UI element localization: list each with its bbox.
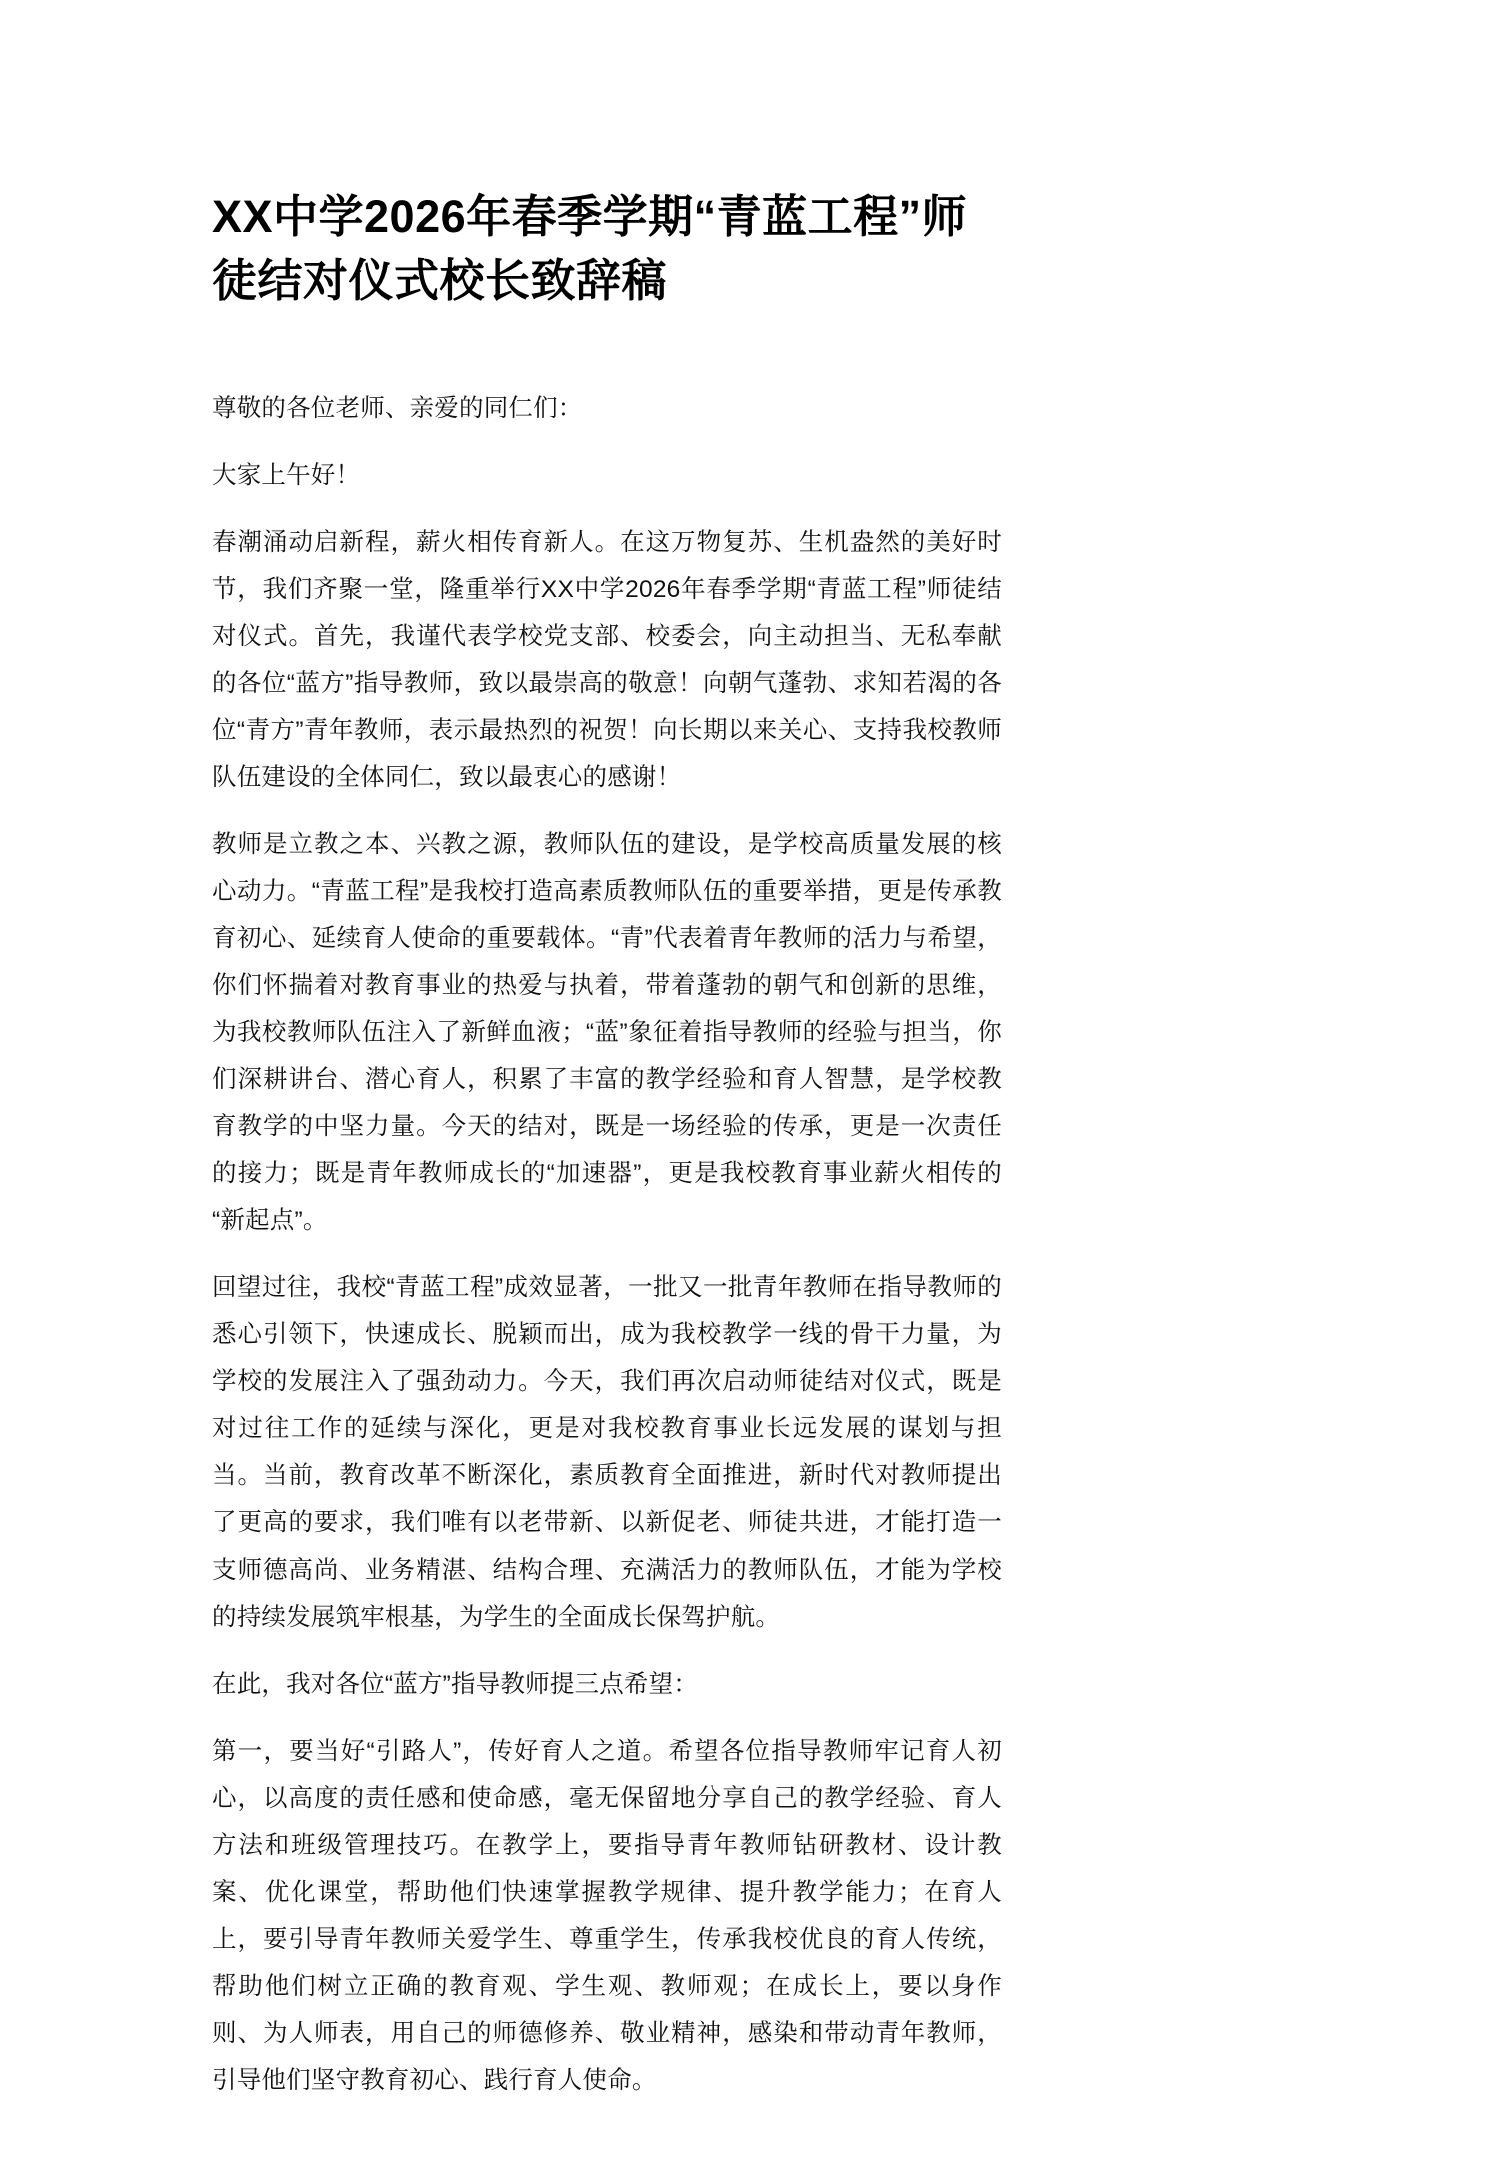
- salutation-line: 尊敬的各位老师、亲爱的同仁们：: [212, 394, 583, 422]
- body-paragraph-3: 回望过往，我校“青蓝工程”成效显著，一批又一批青年教师在指导教师的悉心引领下，快速成长、脱颖而出，成为我校教学一线的骨干力量，为学校的发展注入了强劲动力。今天，我们再次启动师徒结对仪式，既是对过往工作的延续与深化，更是对我校教育事业长远发展的谋划与担当。当前，教育改革不断深化，素质教育全面推进，新时代对教师提出了更高的要求，我们唯有以老带新、以新促老、师徒共进，才能打造一支师德高尚、业务精湛、结构合理、充满活力的教师队伍，才能为学校的持续发展筑牢根基，为学生的全面成长保驾护航。: [212, 1274, 1002, 1631]
- body-paragraph-point-one: 第一，要当好“引路人”，传好育人之道。希望各位指导教师牢记育人初心，以高度的责任感和使命感，毫无保留地分享自己的教学经验、育人方法和班级管理技巧。在教学上，要指导青年教师钻研教材、设计教案、优化课堂，帮助他们快速掌握教学规律、提升教学能力；在育人上，要引导青年教师关爱学生、尊重学生，传承我校优良的育人传统，帮助他们树立正确的教育观、学生观、教师观；在成长上，要以身作则、为人师表，用自己的师德修养、敬业精神，感染和带动青年教师，引导他们坚守教育初心、践行育人使命。: [212, 1737, 1002, 2094]
- section-intro-hopes: 在此，我对各位“蓝方”指导教师提三点希望：: [212, 1670, 699, 1698]
- body-paragraph-1: 春潮涌动启新程，薪火相传育新人。在这万物复苏、生机盎然的美好时节，我们齐聚一堂，隆重举行XX中学2026年春季学期“青蓝工程”师徒结对仪式。首先，我谨代表学校党支部、校委会，向主动担当、无私奉献的各位“蓝方”指导教师，致以最崇高的敬意！向朝气蓬勃、求知若渴的各位“青方”青年教师，表示最热烈的祝贺！向长期以来关心、支持我校教师队伍建设的全体同仁，致以最衷心的感谢！: [212, 528, 1002, 791]
- page-title: XX中学2026年春季学期“青蓝工程”师徒结对仪式校长致辞稿: [212, 191, 968, 306]
- body-paragraph-2: 教师是立教之本、兴教之源，教师队伍的建设，是学校高质量发展的核心动力。“青蓝工程”是我校打造高素质教师队伍的重要举措，更是传承教育初心、延续育人使命的重要载体。“青”代表着青年教师的活力与希望，你们怀揣着对教育事业的热爱与执着，带着蓬勃的朝气和创新的思维，为我校教师队伍注入了新鲜血液；“蓝”象征着指导教师的经验与担当，你们深耕讲台、潜心育人，积累了丰富的教学经验和育人智慧，是学校教育教学的中坚力量。今天的结对，既是一场经验的传承，更是一次责任的接力；既是青年教师成长的“加速器”，更是我校教育事业薪火相传的“新起点”。: [212, 831, 1002, 1235]
- document-content: [212, 185, 1002, 2104]
- greeting-line: 大家上午好！: [212, 461, 361, 489]
